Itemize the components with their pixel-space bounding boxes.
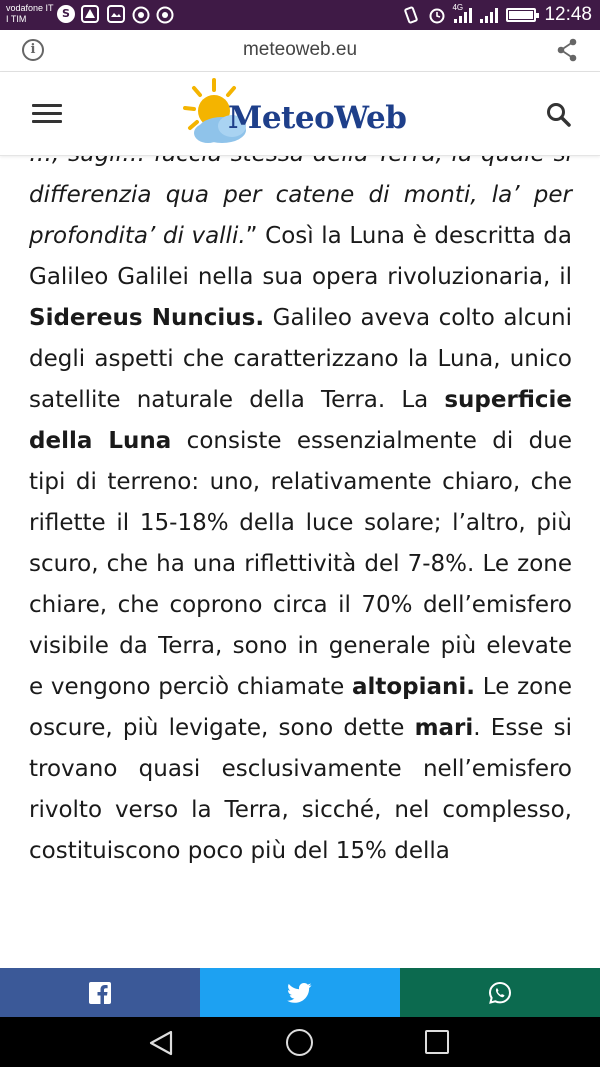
article-text-segment: . Esse si trovano quasi esclusivamente nell’emisfero rivolto verso la Terra, sicché, nel complesso, costituiscono poco più del 15% della [29,715,572,864]
facebook-icon [89,982,111,1004]
battery-icon [506,8,536,22]
article-bold-segment: altopiani. [351,674,476,700]
skype-icon: S [57,5,75,23]
twitter-icon [288,983,312,1003]
share-icon[interactable] [556,38,578,62]
article-text-segment: ” Così la Luna è descritta da Galileo Galilei nella sua opera rivoluzionaria, il [29,223,572,290]
twitter-share-button[interactable] [200,968,400,1017]
home-icon[interactable] [286,1029,313,1056]
article-bold-segment: Sidereus Nuncius. [29,305,265,331]
menu-icon[interactable] [32,104,62,124]
article-body [0,157,600,968]
carrier-line-2: I TIM [6,14,27,24]
search-icon[interactable] [546,102,572,128]
system-nav-bar [0,1017,600,1067]
article-paragraph [29,134,572,872]
article-text-segment: consiste essenzialmente di due tipi di terreno: uno, relativamente chiaro, che riflette il 15-18% della luce solare; l’altro, più scuro, che ha una riflettività del 7-8%. Le zone chiare, che coprono circa il 70% dell’emisfero visibile da Terra, sono in generale più elevate e vengono perciò chiamate [29,428,572,700]
url-text[interactable]: meteoweb.eu [242,39,358,60]
clock: 12:48 [544,4,592,25]
alarm-icon [428,6,446,24]
article-text-segment: Le zone oscure, più levigate, sono dette [29,674,572,741]
carrier-line-1: vodafone IT [6,3,54,13]
signal-4g-icon [452,3,472,23]
chrome-icon [132,6,150,28]
site-logo[interactable] [182,78,422,152]
image-icon [107,5,125,23]
vibrate-icon [402,6,420,24]
recents-icon[interactable] [425,1030,449,1054]
status-icons [402,4,592,26]
article-bold-segment: superficie della Luna [29,387,572,454]
status-bar [0,0,600,30]
browser-url-bar [0,30,600,72]
app-notification-icon [81,5,99,23]
back-icon[interactable] [148,1029,174,1057]
facebook-share-button[interactable] [0,968,200,1017]
info-icon[interactable]: i [22,39,44,61]
whatsapp-icon [488,981,512,1005]
whatsapp-share-button[interactable] [400,968,600,1017]
article-text-segment: differenzia qua per catene di monti, la’ per profondita’ di valli. [29,182,572,249]
social-share-bar [0,968,600,1017]
chrome-icon [156,6,174,28]
site-header [0,72,600,156]
signal-icon [480,7,498,23]
article-text-segment: Galileo aveva colto alcuni degli aspetti che caratterizzano la Luna, unico satellite naturale della Terra. La [29,305,572,413]
logo-text: MeteoWeb [228,100,407,136]
network-label: 4G [452,3,464,12]
carrier-label [6,3,54,25]
article-bold-segment: mari [414,715,474,741]
